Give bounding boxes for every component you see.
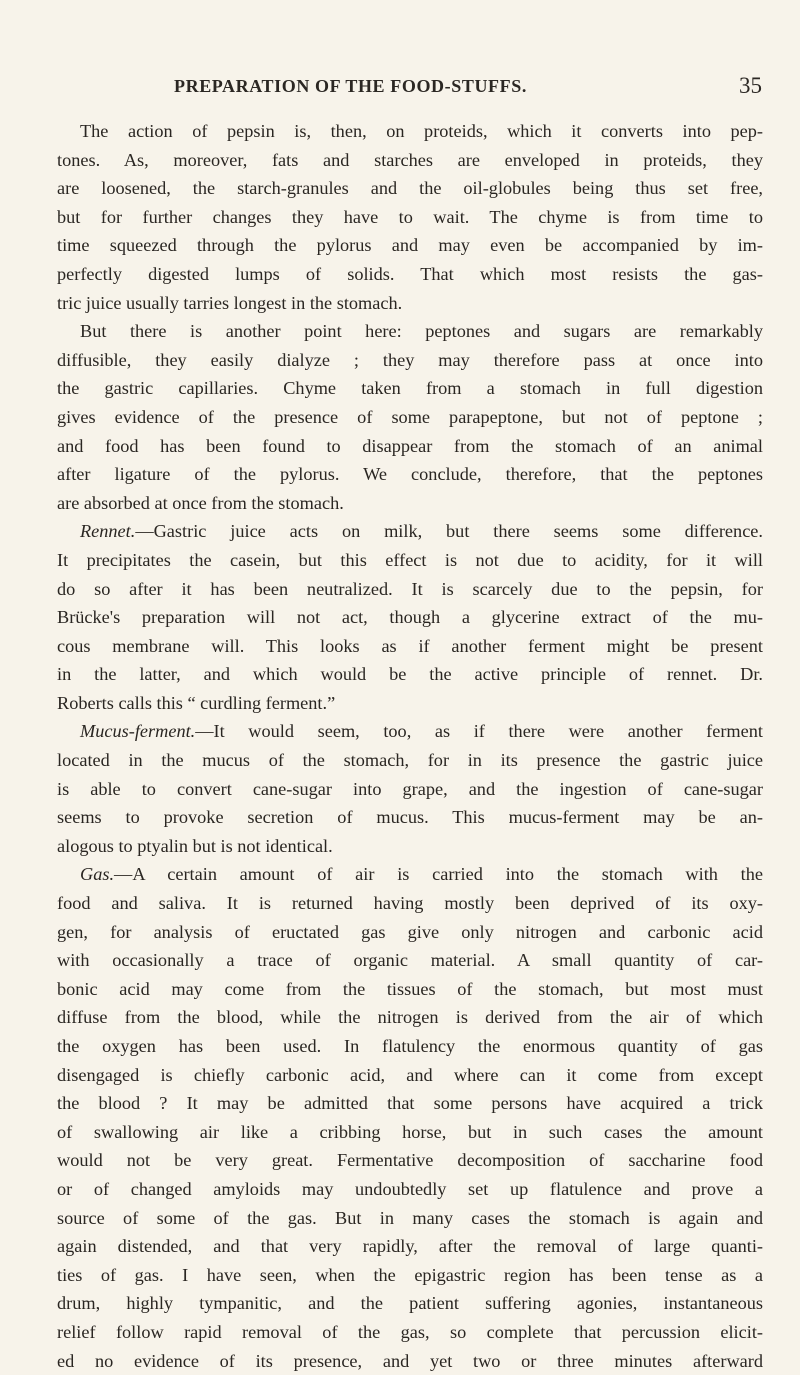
line-text: the oxygen has been used. In flatulency the enormous quantity of gas <box>57 1036 763 1056</box>
text-line <box>57 1232 763 1261</box>
text-line <box>57 717 763 746</box>
line-text: relief follow rapid removal of the gas, so complete that percussion elicit- <box>57 1321 763 1342</box>
text-line <box>57 489 763 518</box>
text-line <box>57 575 763 604</box>
text-line <box>57 289 763 318</box>
text-line <box>57 832 763 861</box>
line-text: with occasionally a trace of organic material. A small quantity of car- <box>57 950 763 971</box>
text-line <box>57 660 763 689</box>
section-term: Mucus-ferment. <box>80 721 196 742</box>
line-text: ties of gas. I have seen, when the epigastric region has been tense as a <box>57 1264 763 1285</box>
text-line <box>57 603 763 632</box>
text-line <box>57 689 763 718</box>
line-text: But there is another point here: peptones and sugars are remarkably <box>80 321 763 342</box>
line-text: Brücke's preparation will not act, though a glycerine extract of the mu- <box>57 607 763 628</box>
line-text: after ligature of the pylorus. We conclude, therefore, that the peptones <box>57 464 763 485</box>
text-line <box>57 203 763 232</box>
section-term: Rennet. <box>80 521 136 542</box>
text-line <box>57 746 763 775</box>
text-line <box>57 775 763 804</box>
line-text: drum, highly tympanitic, and the patient suffering agonies, instantaneous <box>57 1293 763 1314</box>
page-number: 35 <box>739 73 762 98</box>
text-line <box>57 346 763 375</box>
text-line <box>57 1204 763 1233</box>
line-text: source of some of the gas. But in many cases the stomach is again and <box>57 1207 763 1228</box>
line-text: are loosened, the starch-granules and the oil-globules being thus set free, <box>57 178 763 199</box>
line-text: again distended, and that very rapidly, after the removal of large quanti- <box>57 1236 763 1257</box>
line-text: and food has been found to disappear from the stomach of an animal <box>57 435 763 456</box>
line-text: ed no evidence of its presence, and yet two or three minutes afterward <box>57 1350 763 1371</box>
text-line <box>57 1032 763 1061</box>
text-line <box>57 918 763 947</box>
text-line <box>57 975 763 1004</box>
text-line <box>57 432 763 461</box>
text-line <box>57 546 763 575</box>
line-text: do so after it has been neutralized. It is scarcely due to the pepsin, for <box>57 578 763 599</box>
line-text: —Gastric juice acts on milk, but there seems some difference. <box>135 521 763 542</box>
line-text: tric juice usually tarries longest in the stomach. <box>57 292 403 313</box>
text-line <box>57 117 763 146</box>
line-text: are absorbed at once from the stomach. <box>57 492 344 513</box>
line-text: diffusible, they easily dialyze ; they may therefore pass at once into <box>57 349 763 370</box>
line-text: time squeezed through the pylorus and may even be accompanied by im- <box>57 235 763 256</box>
line-text: but for further changes they have to wait. The chyme is from time to <box>57 206 763 227</box>
running-head <box>62 73 762 106</box>
text-line <box>57 517 763 546</box>
text-line <box>57 146 763 175</box>
line-text: of swallowing air like a cribbing horse, but in such cases the amount <box>57 1121 763 1142</box>
line-text: —A certain amount of air is carried into the stomach with the <box>114 864 763 885</box>
text-line <box>57 1289 763 1318</box>
text-line <box>57 260 763 289</box>
text-line <box>57 231 763 260</box>
line-text: in the latter, and which would be the active principle of rennet. Dr. <box>57 664 763 685</box>
running-title: PREPARATION OF THE FOOD-STUFFS. <box>174 76 527 96</box>
line-text: is able to convert cane-sugar into grape, and the ingestion of cane-sugar <box>57 778 763 799</box>
text-line <box>57 174 763 203</box>
text-line <box>57 860 763 889</box>
text-line <box>57 374 763 403</box>
line-text: or of changed amyloids may undoubtedly set up flatulence and prove a <box>57 1178 763 1199</box>
line-text: gives evidence of the presence of some parapeptone, but not of peptone ; <box>57 406 763 427</box>
body-text <box>57 117 763 1375</box>
line-text: located in the mucus of the stomach, for in its presence the gastric juice <box>57 750 763 771</box>
line-text: tones. As, moreover, fats and starches are enveloped in proteids, they <box>57 149 763 170</box>
text-line <box>57 1146 763 1175</box>
line-text: food and saliva. It is returned having mostly been deprived of its oxy- <box>57 893 763 914</box>
line-text: Roberts calls this “ curdling ferment.” <box>57 692 336 713</box>
line-text: gen, for analysis of eructated gas give only nitrogen and carbonic acid <box>57 921 763 942</box>
text-line <box>57 632 763 661</box>
text-line <box>57 460 763 489</box>
text-line <box>57 889 763 918</box>
line-text: seems to provoke secretion of mucus. This mucus-ferment may be an- <box>57 807 763 828</box>
line-text: would not be very great. Fermentative decomposition of saccharine food <box>57 1150 763 1171</box>
text-line <box>57 1261 763 1290</box>
line-text: the blood ? It may be admitted that some persons have acquired a trick <box>57 1093 763 1114</box>
line-text: diffuse from the blood, while the nitrogen is derived from the air of which <box>57 1007 763 1028</box>
text-line <box>57 1347 763 1375</box>
text-line <box>57 1003 763 1032</box>
text-line <box>57 946 763 975</box>
line-text: —It would seem, too, as if there were another ferment <box>195 721 763 742</box>
text-line <box>57 1061 763 1090</box>
line-text: perfectly digested lumps of solids. That which most resists the gas- <box>57 263 763 284</box>
text-line <box>57 1118 763 1147</box>
text-line <box>57 1318 763 1347</box>
text-line <box>57 1089 763 1118</box>
section-term: Gas. <box>80 864 115 885</box>
line-text: It precipitates the casein, but this effect is not due to acidity, for it will <box>57 549 763 570</box>
line-text: cous membrane will. This looks as if another ferment might be present <box>57 635 763 656</box>
line-text: alogous to ptyalin but is not identical. <box>57 835 333 856</box>
line-text: disengaged is chiefly carbonic acid, and where can it come from except <box>57 1064 763 1085</box>
text-line <box>57 403 763 432</box>
line-text: The action of pepsin is, then, on proteids, which it converts into pep- <box>80 121 763 141</box>
line-text: bonic acid may come from the tissues of the stomach, but most must <box>57 978 763 999</box>
line-text: the gastric capillaries. Chyme taken from a stomach in full digestion <box>57 378 763 399</box>
text-line <box>57 1175 763 1204</box>
text-line <box>57 803 763 832</box>
text-line <box>57 317 763 346</box>
